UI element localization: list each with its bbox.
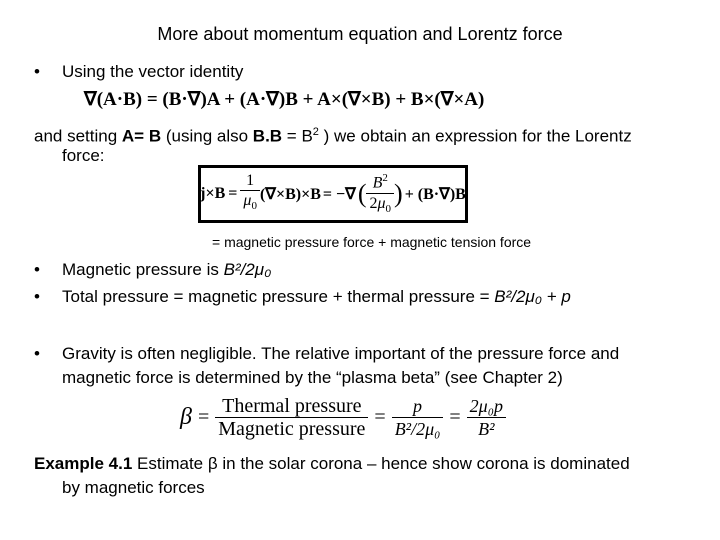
example-line2: by magnetic forces	[62, 478, 205, 497]
beta-symbol: β	[180, 403, 192, 430]
beta-2mu0p: 2μ₀p	[467, 395, 506, 418]
slide-title: More about momentum equation and Lorentz force	[157, 24, 563, 44]
example-label: Example 4.1	[34, 454, 133, 473]
example-text: Estimate β in the solar corona – hence show corona is dominated	[132, 454, 630, 473]
formula-eq2: = −∇	[322, 186, 356, 203]
vector-identity-formula: ∇(A·B) = (B·∇)A + (A·∇)B + A×(∇×B) + B×(∇×A)	[84, 89, 485, 110]
bullet-marker: •	[34, 287, 40, 306]
bullet-marker: •	[34, 62, 40, 81]
beta-frac-words	[215, 395, 368, 440]
formula-curl-term: (∇×B)×B	[259, 186, 321, 203]
total-pressure-line	[62, 285, 571, 309]
magnetic-pressure-value: B²/2μ₀	[223, 260, 272, 279]
setting-bold-dot: B.B	[252, 126, 283, 146]
beta-eq3: =	[449, 405, 461, 428]
formula-frac2	[366, 169, 394, 219]
example-line1	[34, 452, 630, 476]
formula-frac1	[240, 171, 260, 216]
magnetic-pressure-line	[62, 258, 271, 282]
plasma-beta-formula	[180, 392, 506, 442]
gravity-line2: magnetic force is determined by the “plasma beta” (see Chapter 2)	[62, 368, 563, 387]
frac1-numerator: 1	[240, 171, 260, 191]
beta-b2: B²	[478, 418, 495, 439]
magnetic-pressure-word: Magnetic pressure	[218, 417, 366, 440]
formula-eq1: =	[228, 185, 238, 202]
beta-frac-final	[467, 395, 506, 440]
total-pressure-value: B²/2μ₀ + p	[494, 287, 571, 306]
bullet-marker: •	[34, 260, 40, 279]
frac2-numerator: $B^2$	[366, 169, 394, 193]
frac1-denominator: $\mu_0$	[243, 192, 257, 213]
total-pressure-label: Total pressure = magnetic pressure + thermal pressure =	[62, 287, 495, 306]
formula-caption: = magnetic pressure force + magnetic tension force	[212, 234, 532, 250]
formula-tension-term: + (B·∇)B	[404, 186, 466, 203]
setting-text-line1: and setting A= B (using also $B.B = B^2$ ) we obtain an expression for the Lorentz	[34, 126, 632, 146]
beta-p: p	[392, 395, 444, 418]
setting-bold: A= B	[121, 126, 162, 146]
beta-eq2: =	[374, 405, 386, 428]
setting-eq: = B	[282, 126, 313, 146]
lorentz-force-formula: j×B = $\frac{1}{\mu_0}$ (∇×B)×B = −∇ ( $\frac{B^2}{2\mu_0}$ ) + (B·∇)B	[198, 165, 468, 223]
beta-frac-p	[392, 395, 444, 440]
setting-text-line2: force:	[62, 146, 105, 165]
setting-middle: (using also	[161, 126, 253, 146]
frac2-denominator: $2\mu_0$	[369, 194, 392, 215]
setting-suffix: ) we obtain an expression for the Lorentz	[318, 126, 632, 146]
bullet-marker: •	[34, 344, 40, 363]
formula-lhs: j×B	[200, 185, 226, 202]
thermal-pressure-word: Thermal pressure	[215, 395, 368, 418]
gravity-line1: Gravity is often negligible. The relative important of the pressure force and	[62, 344, 620, 363]
beta-eq1: =	[197, 405, 210, 428]
setting-prefix: and setting	[34, 126, 122, 146]
beta-b2-over-2mu0: B²/2μ₀	[394, 418, 441, 439]
vector-identity-intro: Using the vector identity	[62, 62, 244, 81]
magnetic-pressure-label: Magnetic pressure is	[62, 260, 224, 279]
